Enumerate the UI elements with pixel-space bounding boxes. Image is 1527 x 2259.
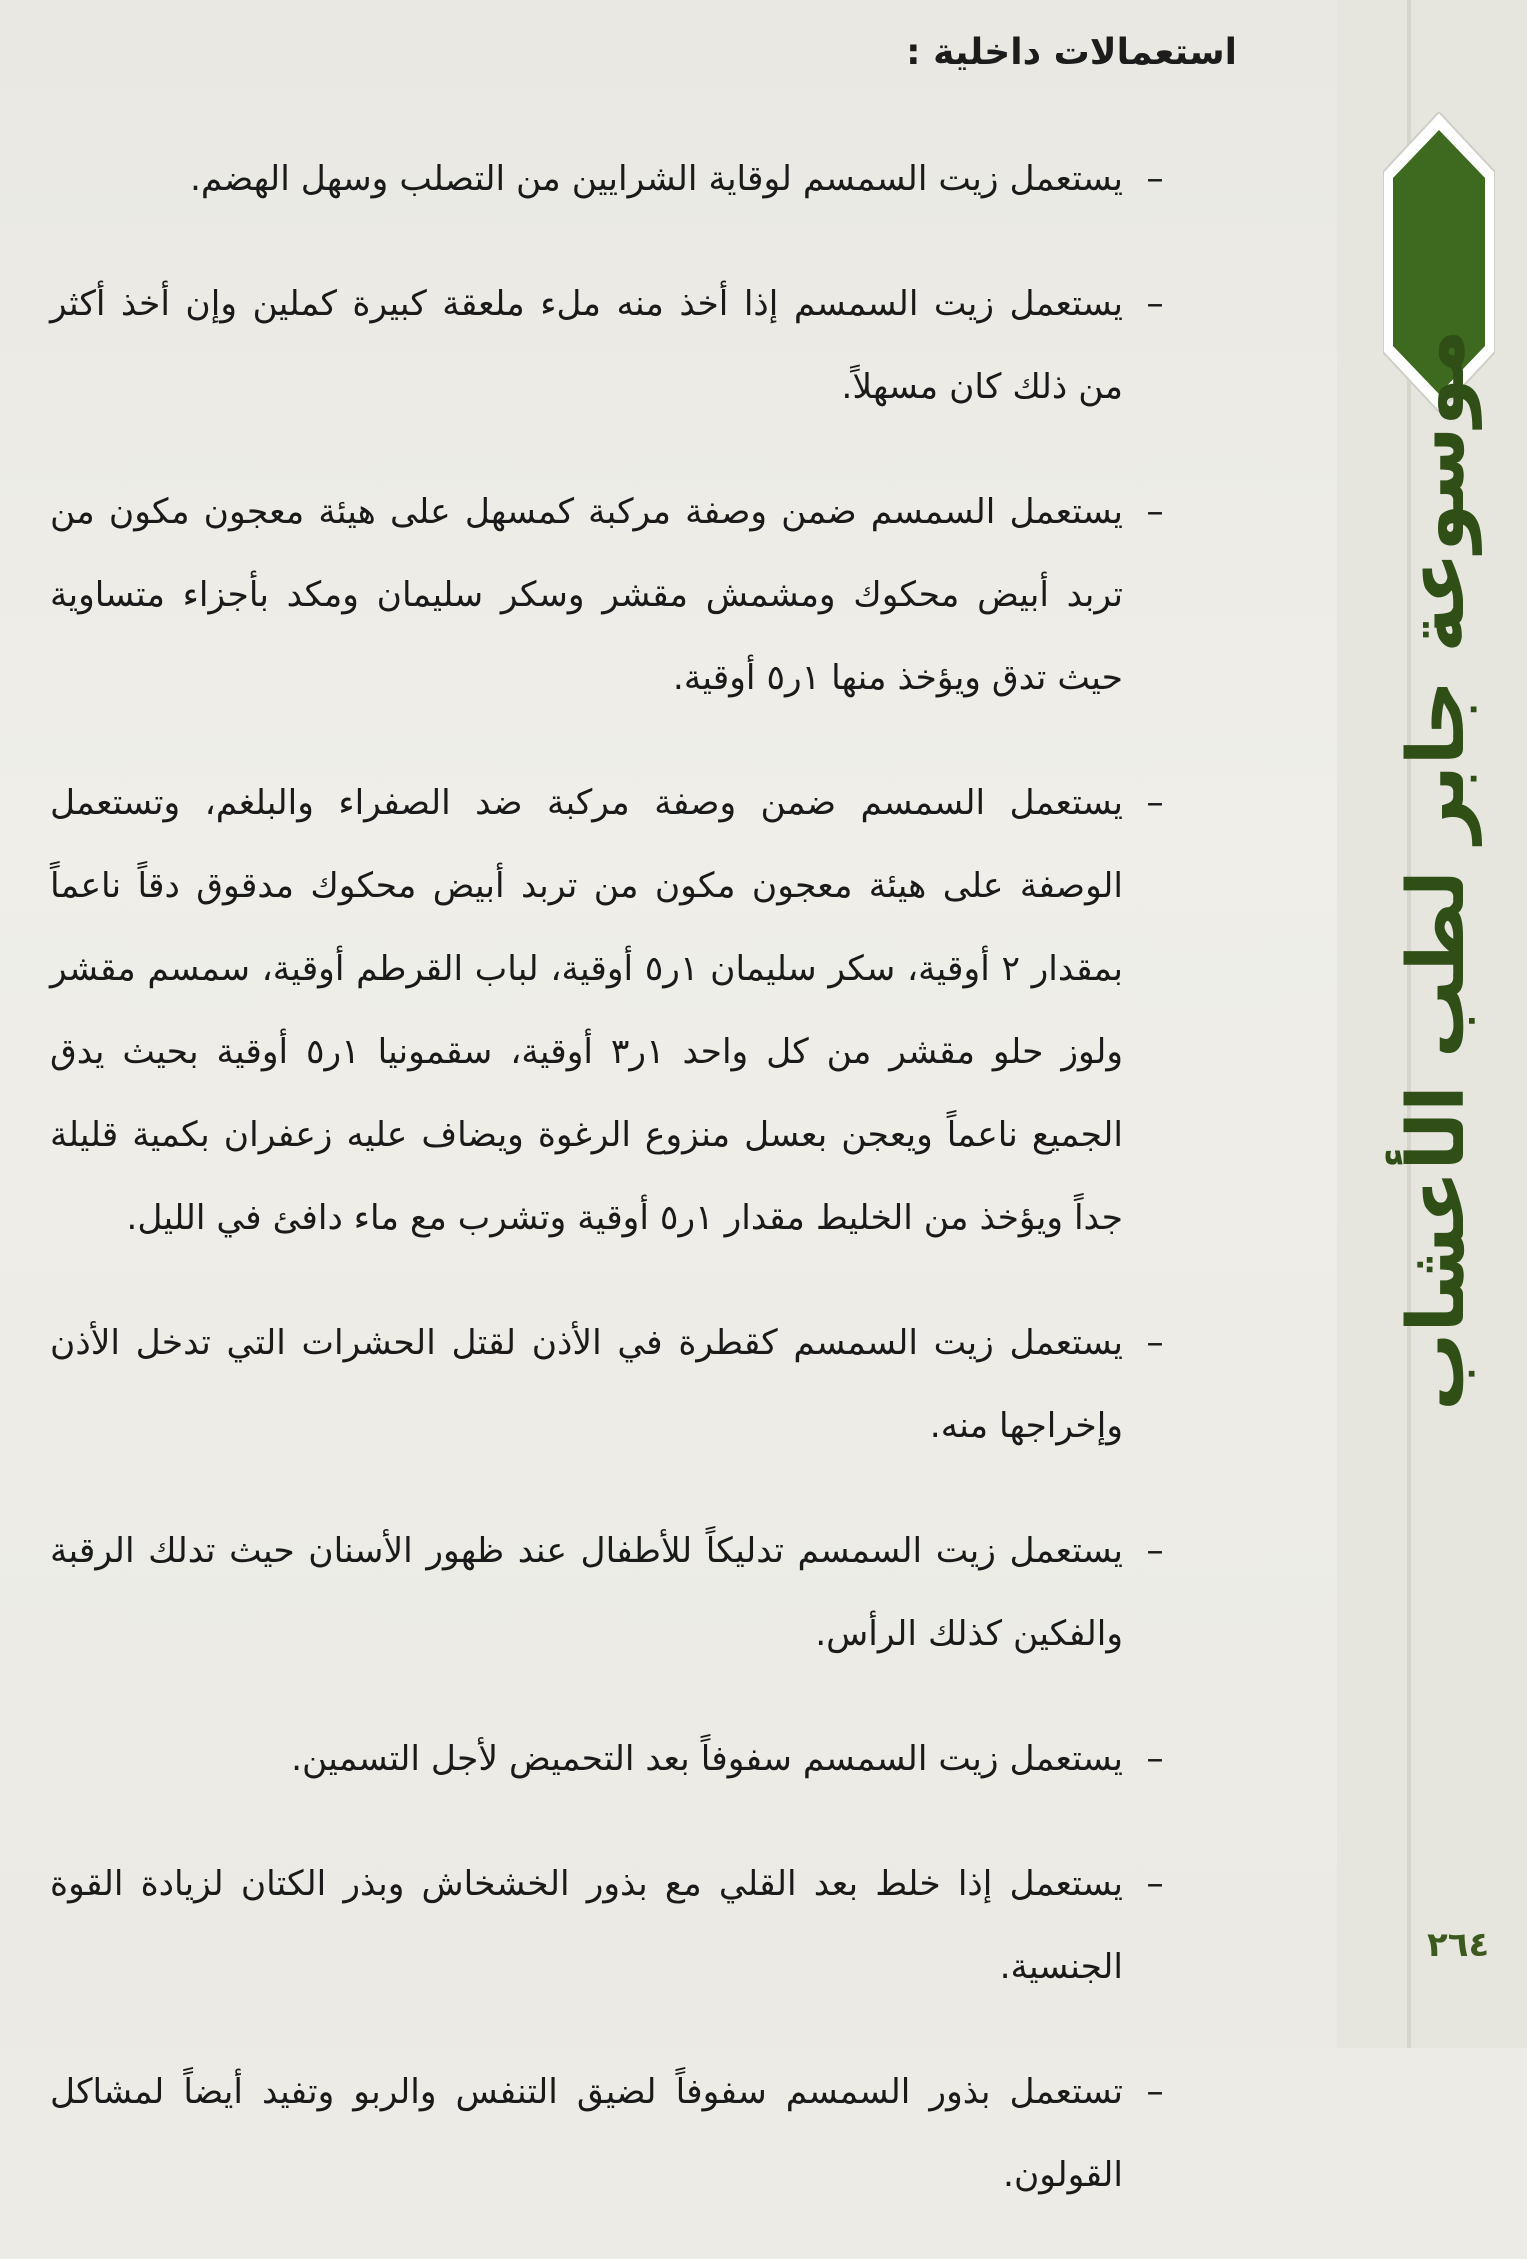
list-item — [50, 1718, 1175, 1801]
bullet-dash: – — [1146, 1864, 1164, 1904]
bullet-dash: – — [1146, 284, 1164, 324]
list-item-text: يستعمل زيت السمسم كقطرة في الأذن لقتل الحشرات التي تدخل الأذن وإخراجها منه. — [50, 1323, 1123, 1446]
list-item — [50, 2051, 1175, 2217]
bullet-dash: – — [1146, 492, 1164, 532]
side-band — [1337, 0, 1527, 2048]
bullet-dash: – — [1146, 159, 1164, 199]
page-number: ٢٦٤ — [1427, 1925, 1490, 1965]
list-item-text: يستعمل السمسم ضمن وصفة مركبة ضد الصفراء والبلغم، وتستعمل الوصفة على هيئة معجون مكون من تربد أبيض محكوك مدقوق دقاً ناعماً بمقدار ٢ أوقية، سكر سليمان ١ر٥ أوقية، لباب القرطم أوقية، سمسم مقشر ولوز حلو مقشر من كل واحد ١ر٣ أوقية، سقمونيا ١ر٥ أوقية بحيث يدق الجميع ناعماً ويعجن بعسل منزوع الرغوة ويضاف عليه زعفران بكمية قليلة جداً ويؤخذ من الخليط مقدار ١ر٥ أوقية وتشرب مع ماء دافئ في الليل. — [50, 783, 1123, 1238]
bullet-dash: – — [1146, 2072, 1164, 2112]
list-item — [50, 138, 1175, 221]
content-column — [50, 138, 1175, 2259]
bullet-dash: – — [1146, 1531, 1164, 1571]
bullet-dash: – — [1146, 1739, 1164, 1779]
list-item — [50, 1302, 1175, 1468]
list-item-text: تستعمل بذور السمسم سفوفاً لضيق التنفس والربو وتفيد أيضاً لمشاكل القولون. — [50, 2072, 1123, 2195]
list-item-text: يستعمل زيت السمسم سفوفاً بعد التحميض لأجل التسمين. — [291, 1739, 1123, 1779]
list-item — [50, 263, 1175, 429]
list-item — [50, 1843, 1175, 2009]
section-heading: استعمالات داخلية : — [906, 32, 1237, 73]
bullet-dash: – — [1146, 783, 1164, 823]
list-item-text: يستعمل زيت السمسم لوقاية الشرايين من التصلب وسهل الهضم. — [189, 159, 1123, 199]
list-item — [50, 471, 1175, 720]
book-title-vertical — [1357, 329, 1517, 1411]
list-item-text: يستعمل زيت السمسم تدليكاً للأطفال عند ظهور الأسنان حيث تدلك الرقبة والفكين كذلك الرأس. — [50, 1531, 1123, 1654]
list-item-text: يستعمل إذا خلط بعد القلي مع بذور الخشخاش وبذر الكتان لزيادة القوة الجنسية. — [50, 1864, 1123, 1987]
book-title: موسوعة جابر لطب الأعشاب — [1392, 329, 1483, 1411]
list-item — [50, 762, 1175, 1260]
bullet-dash: – — [1146, 1323, 1164, 1363]
list-item-text: يستعمل زيت السمسم إذا أخذ منه ملء ملعقة كبيرة كملين وإن أخذ أكثر من ذلك كان مسهلاً. — [50, 284, 1123, 407]
list-item — [50, 1510, 1175, 1676]
list-item-text: يستعمل السمسم ضمن وصفة مركبة كمسهل على هيئة معجون مكون من تربد أبيض محكوك ومشمش مقشر وسكر سليمان ومكد بأجزاء متساوية حيث تدق ويؤخذ منها ١ر٥ أوقية. — [50, 492, 1123, 698]
